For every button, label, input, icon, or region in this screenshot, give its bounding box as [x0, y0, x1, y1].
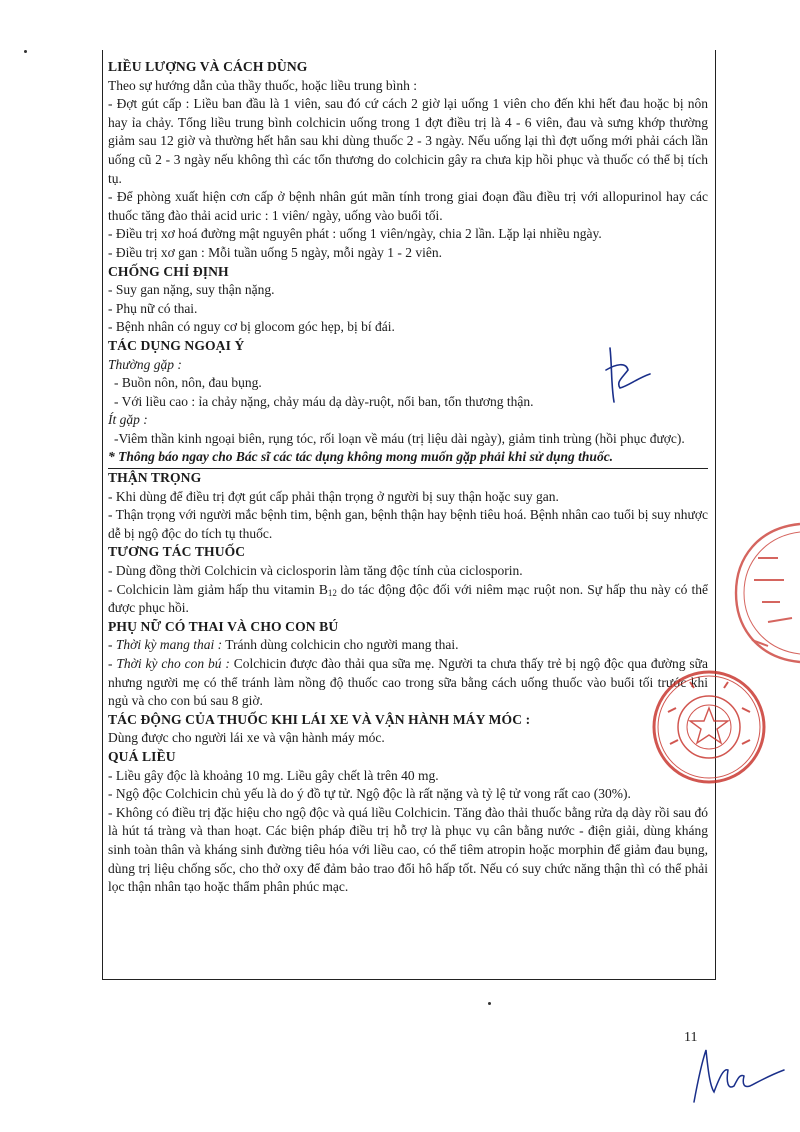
pregnancy-heading: PHỤ NỮ CÓ THAI VÀ CHO CON BÚ [108, 618, 339, 634]
overdose-item: - Ngộ độc Colchicin chủ yếu là do ý đồ tự tử. Ngộ độc là rất nặng và tỷ lệ tử vong rất cao (30%). [108, 786, 631, 802]
handwritten-signature [688, 1040, 788, 1110]
driving-heading: TÁC ĐỘNG CỦA THUỐC KHI LÁI XE VÀ VẬN HÀNH MÁY MÓC : [108, 711, 531, 727]
lactation-text: Colchicin được đào thải qua sữa mẹ. Người ta chưa thấy trẻ bị ngộ độc qua đường sữa nhưng người mẹ có thể tránh làm nồng độ thuốc cao trong sữa bằng cách uống thuốc vào buổi tối trước khi ngủ và cho con bú sau 8 giờ. [108, 656, 708, 709]
driving-text: Dùng được cho người lái xe và vận hành máy móc. [108, 730, 385, 746]
official-stamp [650, 668, 768, 786]
precaution-item: - Khi dùng để điều trị đợt gút cấp phải thận trọng ở người bị suy thận hoặc suy gan. [108, 488, 559, 504]
interactions-heading: TƯƠNG TÁC THUỐC [108, 544, 246, 560]
handwritten-initials [598, 340, 658, 412]
precaution-item: - Thận trọng với người mắc bệnh tim, bệnh gan, bệnh thận hay bệnh tiêu hoá. Bệnh nhân cao tuổi bị suy nhược dễ bị ngộ độc do tích tụ thuốc. [108, 507, 708, 541]
page-number: 11 [684, 1030, 698, 1045]
scan-speck [488, 1002, 491, 1005]
contraindication-item: - Bệnh nhân có nguy cơ bị glocom góc hẹp, bị bí đái. [108, 319, 395, 335]
interaction-text: do tác động độc đối với niêm mạc ruột non. Sự hấp thu này có thể được phục hồi. [108, 581, 709, 616]
pregnancy-text: Tránh dùng colchicin cho người mang thai. [222, 637, 459, 653]
precautions-heading: THẬN TRỌNG [108, 470, 202, 486]
dosage-item: - Điều trị xơ hoá đường mật nguyên phát : uống 1 viên/ngày, chia 2 lần. Lặp lại nhiều ngày. [108, 226, 602, 242]
scan-speck [24, 50, 27, 53]
lactation-item [108, 655, 708, 711]
common-item: - Buồn nôn, nôn, đau bụng. [114, 375, 262, 391]
interaction-text: - Colchicin làm giảm hấp thu vitamin B [108, 581, 328, 597]
side-effects-heading: TÁC DỤNG NGOẠI Ý [108, 337, 245, 353]
dosage-item: - Điều trị xơ gan : Mỗi tuần uống 5 ngày, mỗi ngày 1 - 2 viên. [108, 244, 442, 260]
dosage-item: - Để phòng xuất hiện cơn cấp ở bệnh nhân gút mãn tính trong giai đoạn đầu điều trị với allopurinol hay các thuốc tăng đào thải acid uric : 1 viên/ ngày, uống vào buổi tối. [108, 189, 708, 223]
rare-label: Ít gặp : [108, 412, 148, 428]
overdose-item: - Không có điều trị đặc hiệu cho ngộ độc và quá liều Colchicin. Tăng đào thải thuốc bằng rửa dạ dày rồi sau đó là hút tá tràng và than hoạt. Các biện pháp điều trị hỗ trợ là phục vụ cân bằng nước - điện giải, dùng kháng sinh toàn thân và kháng sinh đường tiêu hóa với liều cao, có thể tiêm atropin hoặc morphin để giảm đau bụng, dùng trị liệu chống sốc, cho thở oxy để đảm bảo trao đổi hô hấp tốt. Nếu có suy chức năng thận thì có thể phải lọc thận nhân tạo hoặc thẩm phân phúc mạc. [108, 804, 708, 895]
interaction-item: - Dùng đồng thời Colchicin và ciclosporin làm tăng độc tính của ciclosporin. [108, 563, 523, 579]
pregnancy-label: - Thời kỳ mang thai : [108, 637, 223, 653]
adverse-notice: * Thông báo ngay cho Bác sĩ các tác dụng không mong muốn gặp phải khi sử dụng thuốc. [108, 449, 614, 465]
overdose-heading: QUÁ LIỀU [108, 748, 176, 764]
dosage-item: - Đợt gút cấp : Liều ban đầu là 1 viên, sau đó cứ cách 2 giờ lại uống 1 viên cho đến khi hết đau hoặc bị nôn hay ỉa chảy. Tổng liều trung bình colchicin uống trong 1 đợt điều trị là 4 - 6 viên, đau và sưng khớp thường giảm sau 12 giờ và thường hết hẳn sau khi dùng thuốc 2 - 3 ngày. Nếu uống lại thì đợt uống mới phải cách lần uống cũ 2 - 3 ngày nếu không thì các tổn thương do colchicin gây ra chưa kịp hồi phục và thuốc có thể bị tích tụ. [108, 96, 708, 186]
partial-stamp [728, 518, 800, 668]
contraindications-heading: CHỐNG CHỈ ĐỊNH [108, 263, 229, 279]
interaction-item-vitamin [108, 581, 708, 618]
contraindication-item: - Phụ nữ có thai. [108, 300, 198, 316]
rare-item: -Viêm thần kinh ngoại biên, rụng tóc, rối loạn về máu (trị liệu dài ngày), giảm tinh trùng (hồi phục được). [114, 430, 685, 446]
overdose-item: - Liều gây độc là khoảng 10 mg. Liều gây chết là trên 40 mg. [108, 767, 439, 783]
common-item: - Với liều cao : ỉa chảy nặng, chảy máu dạ dày-ruột, nổi ban, tổn thương thận. [114, 393, 534, 409]
lactation-label: - Thời kỳ cho con bú : [108, 656, 230, 671]
leaflet-content [108, 58, 708, 897]
dosage-intro: Theo sự hướng dẫn của thầy thuốc, hoặc liều trung bình : [108, 77, 417, 93]
pregnancy-item [108, 636, 708, 655]
contraindication-item: - Suy gan nặng, suy thận nặng. [108, 282, 275, 298]
dosage-heading: LIỀU LƯỢNG VÀ CÁCH DÙNG [108, 59, 308, 74]
vitamin-subscript: 12 [327, 587, 337, 598]
common-label: Thường gặp : [108, 356, 182, 372]
